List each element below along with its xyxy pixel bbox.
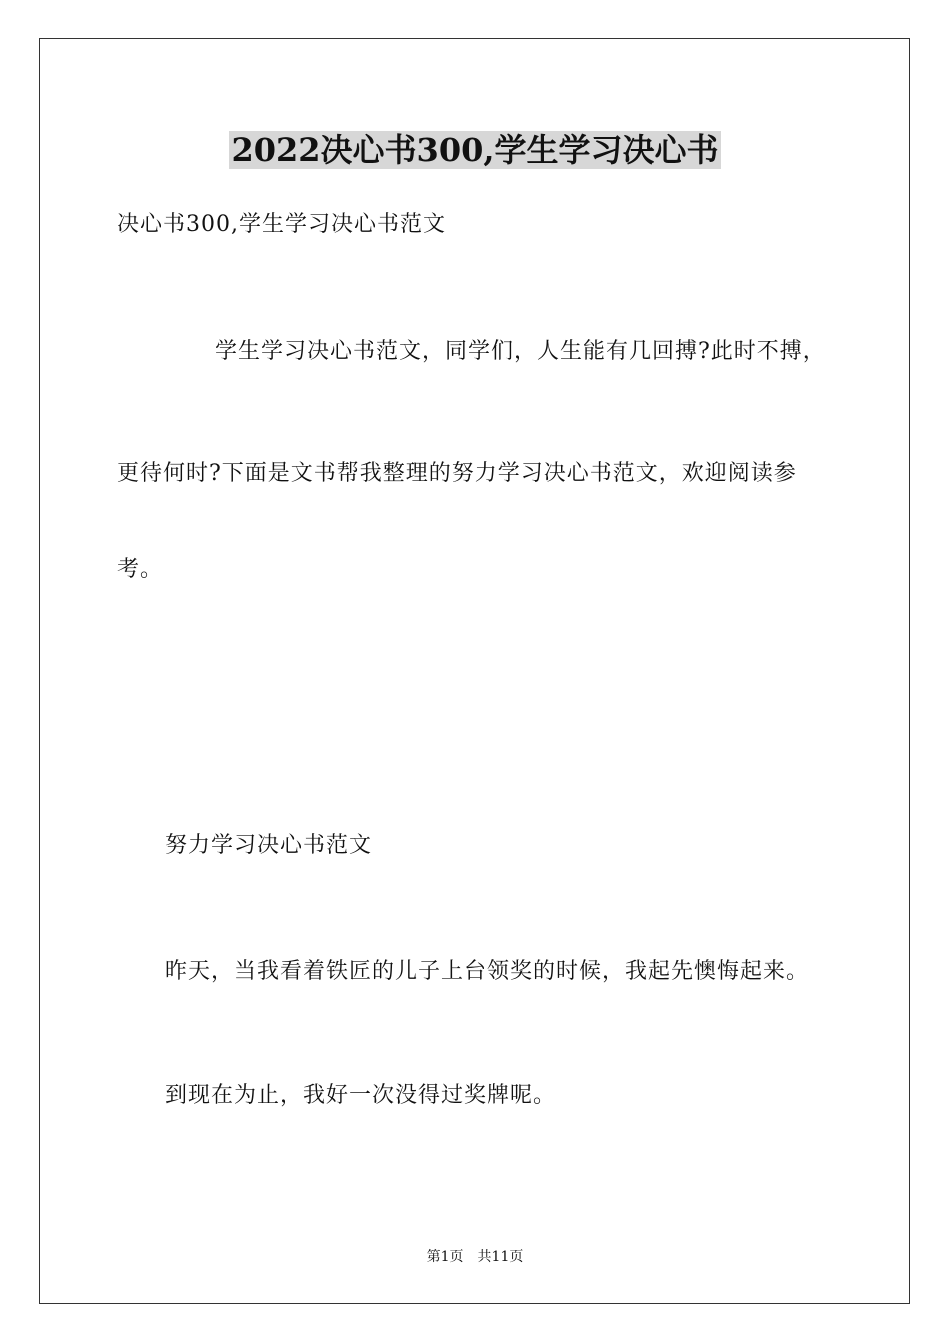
intro-paragraph-line-1: 学生学习决心书范文，同学们，人生能有几回搏?此时不搏， xyxy=(215,339,826,364)
document-title xyxy=(0,128,950,172)
document-subtitle: 决心书300,学生学习决心书范文 xyxy=(117,212,446,237)
section-heading: 努力学习决心书范文 xyxy=(165,833,373,858)
body-paragraph-line-1: 昨天，当我看着铁匠的儿子上台领奖的时候，我起先懊悔起来。 xyxy=(165,959,810,984)
intro-paragraph-line-3: 考。 xyxy=(117,557,164,582)
intro-paragraph-line-2: 更待何时?下面是文书帮我整理的努力学习决心书范文，欢迎阅读参 xyxy=(117,461,797,486)
document-title-text: 2022决心书300,学生学习决心书 xyxy=(231,131,719,169)
body-paragraph-line-2: 到现在为止，我好一次没得过奖牌呢。 xyxy=(165,1083,557,1108)
page-footer: 第1页 共11页 xyxy=(426,1249,524,1265)
